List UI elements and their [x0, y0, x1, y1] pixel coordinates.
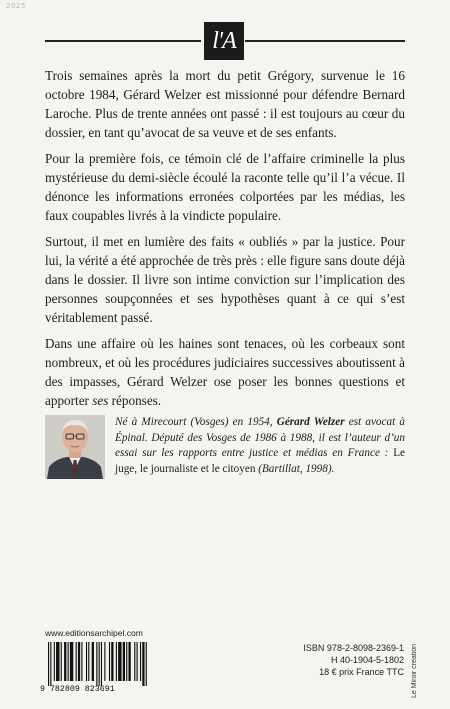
barcode-bar	[128, 642, 130, 681]
barcode-bar	[140, 642, 141, 681]
isbn-block	[303, 642, 404, 678]
price: 18 € prix France TTC	[319, 667, 404, 677]
barcode-image	[48, 642, 148, 686]
barcode-bar	[96, 642, 97, 686]
barcode-block	[40, 642, 152, 694]
isbn-number: ISBN 978-2-8098-2369-1	[303, 643, 404, 653]
barcode-bar	[146, 642, 147, 686]
publisher-logo: l'A	[204, 22, 244, 60]
paragraph-1: Trois semaines après la mort du petit Grégory, survenue le 16 octobre 1984, Gérard Welzer est missionné pour défendre Bernard Laroche. Plus de trente années ont passé : il est toujours au cœur du dossier, en tant qu’avocat de sa veuve et de ses enfants.	[45, 68, 405, 140]
publisher-logo-band	[0, 22, 450, 60]
barcode-bar	[109, 642, 110, 681]
barcode-bar	[76, 642, 77, 681]
author-portrait-image	[45, 415, 105, 479]
barcode-bar	[111, 642, 113, 681]
barcode-bar	[104, 642, 105, 681]
barcode-bar	[56, 642, 59, 681]
barcode-bar	[118, 642, 121, 681]
barcode-bar	[64, 642, 66, 681]
paragraph-3: Surtout, il met en lumière des faits « oubliés » par la justice. Pour lui, la vérité a été approchée de très près : elle figure sans doute déjà dans le dossier. Il livre son intime conviction sur l’implication des personnes soupçonnées et ses hypothèses quant à ce qui s’est véritablement passé.	[45, 234, 405, 325]
design-credit: Le Miroir création	[411, 643, 418, 698]
barcode-bar	[126, 642, 127, 681]
paragraph-4-text-a: Dans une affaire où les haines sont tenaces, où les corbeaux sont nombreux, et où les procédures judiciaires successives aboutissent à des impasses, Gérard Welzer ose poser les bonnes questions et apporter	[45, 336, 405, 408]
author-bio	[115, 415, 405, 477]
publisher-website: www.editionsarchipel.com	[45, 628, 143, 638]
barcode-bar	[48, 642, 49, 686]
paragraph-4-emphasis: ses	[92, 393, 109, 408]
author-bio-text-3: (Bartillat, 1998).	[255, 462, 335, 475]
barcode-bar	[142, 642, 144, 686]
barcode-digits: 9 782809 823691	[40, 685, 115, 694]
barcode-bar	[101, 642, 102, 686]
barcode-bar	[137, 642, 138, 681]
author-book-title: Le juge, le journaliste et le citoyen	[115, 447, 405, 475]
logo-rule-left	[45, 40, 201, 42]
logo-rule-right	[245, 40, 405, 42]
barcode-bar	[86, 642, 87, 681]
author-bio-text-1: Né à Mirecourt (Vosges) en 1954,	[115, 416, 277, 428]
barcode-bar	[54, 642, 55, 681]
author-name: Gérard Welzer	[276, 416, 345, 428]
barcode-bar	[99, 642, 100, 686]
barcode-bar	[134, 642, 135, 681]
paragraph-2: Pour la première fois, ce témoin clé de l’affaire criminelle la plus mystérieuse du demi-siècle écoulé la raconte telle qu’il l’a vécue. Il dénonce les informations erronées colportées par les médias, les faux coupables livrés à la vindicte populaire.	[45, 151, 405, 223]
pencil-mark: 2025	[6, 2, 26, 10]
author-block	[45, 415, 405, 480]
product-code: H 40-1904-5-1802	[330, 655, 404, 665]
paragraph-4-text-b: réponses.	[108, 393, 162, 408]
barcode-bar	[123, 642, 125, 681]
blurb-text	[45, 66, 405, 410]
barcode-bar	[81, 642, 82, 681]
barcode-bar	[68, 642, 69, 681]
paragraph-4	[45, 334, 405, 410]
barcode-bar	[88, 642, 89, 681]
author-bio-text-2: est avocat à Épinal. Député des Vosges de 1986 à 1988, il est l’auteur d’un essai sur les rapports entre justice et médias en France :	[115, 416, 405, 459]
barcode-bar	[61, 642, 62, 681]
barcode-bar	[70, 642, 73, 681]
barcode-bar	[116, 642, 117, 681]
barcode-bar	[78, 642, 80, 681]
author-photo	[45, 415, 105, 479]
barcode-bar	[50, 642, 51, 686]
barcode-bar	[92, 642, 94, 681]
